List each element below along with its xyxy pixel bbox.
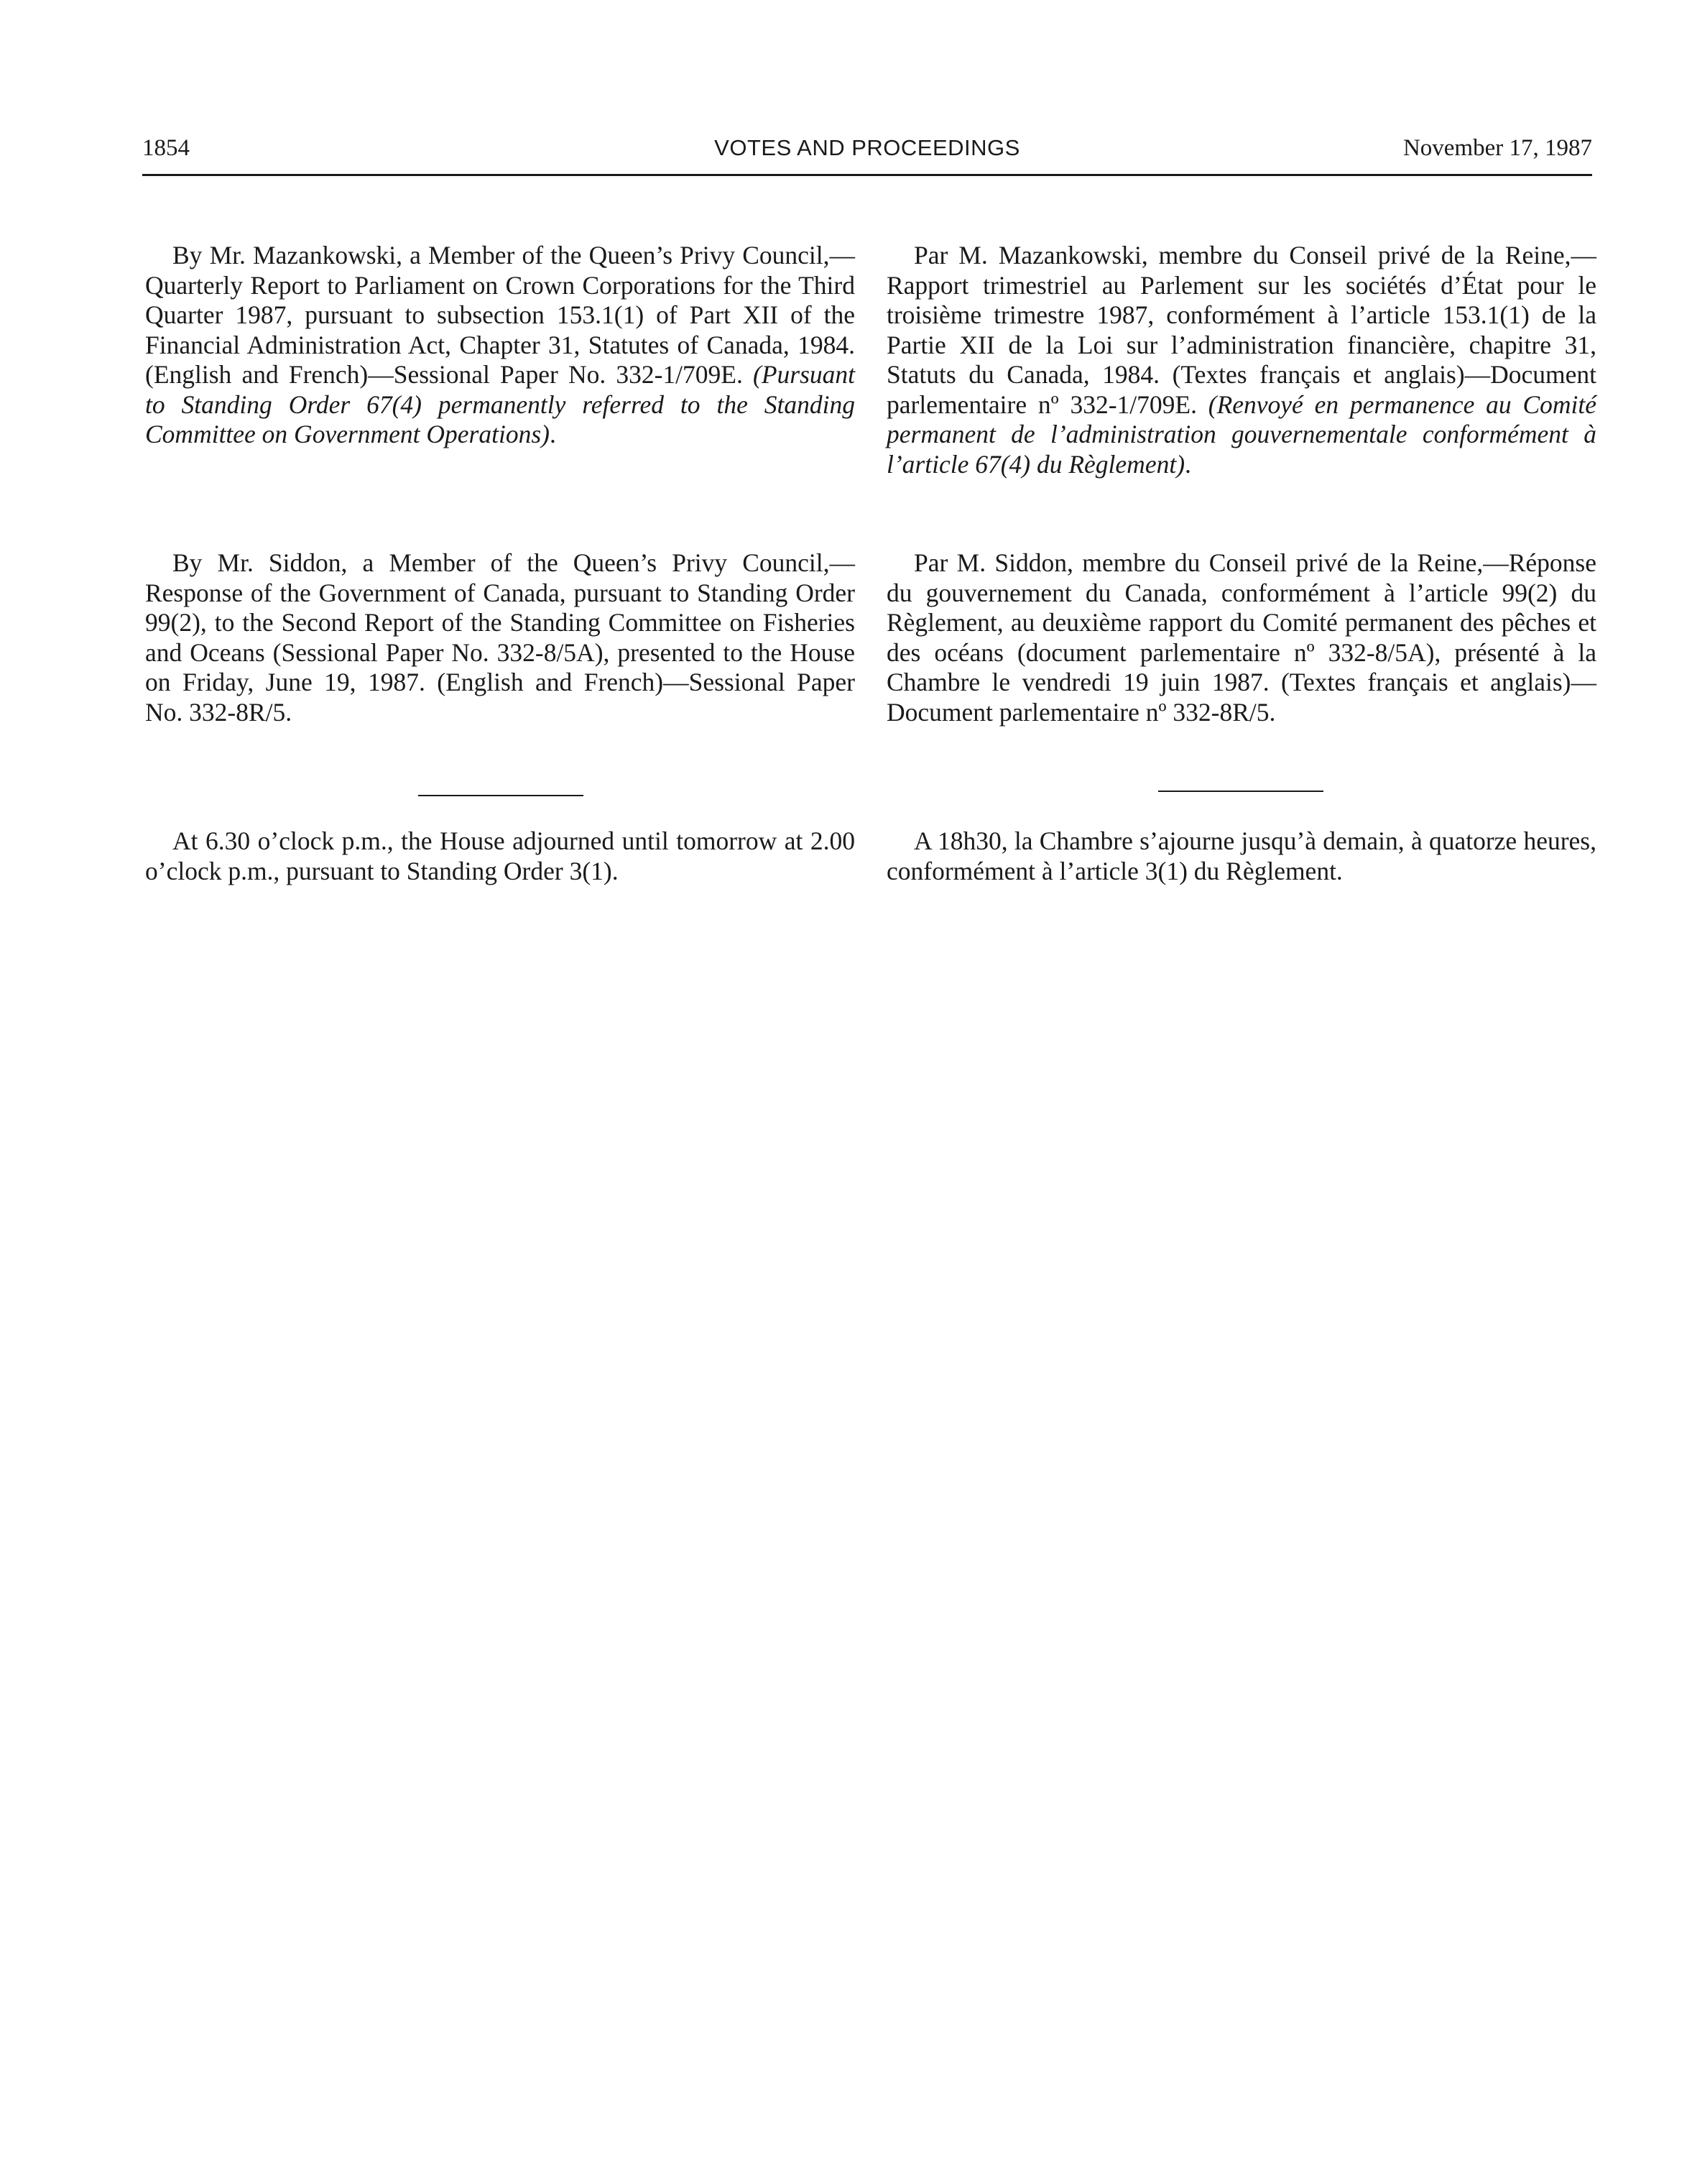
page-header xyxy=(142,135,1592,172)
header-rule xyxy=(142,174,1592,176)
english-paragraph-mazankowski: By Mr. Mazankowski, a Member of the Queen’s Privy Council,—Quarterly Report to Parliament on Crown Corporations for the Third Quarter 1987, pursuant to subsection 153.1(1) of Part XII of the Financial Administration Act, Chapter 31, Statutes of Canada, 1984. (English and French)—Sessional Paper No. 332-1/709E. (Pursuant to Standing Order 67(4) permanently referred to the Standing Committee on Government Operations). xyxy=(145,241,855,448)
english-paragraph-adjournment: At 6.30 o’clock p.m., the House adjourned until tomorrow at 2.00 o’clock p.m., pursuant to Standing Order 3(1). xyxy=(145,826,855,885)
page-date: November 17, 1987 xyxy=(1402,135,1592,161)
section-divider-french xyxy=(1158,791,1323,792)
english-paragraph-text: By Mr. Mazankowski, a Member of the Queen’s Privy Council,—Quarterly Report to Parliament on Crown Corporations for the Third Quarter 1987, pursuant to subsection 153.1(1) of Part XII of the Financial Administration Act, Chapter 31, Statutes of Canada, 1984. (English and French)—Sessional Paper No. 332-1/709E. xyxy=(145,241,855,389)
french-paragraph-text: Par M. Mazankowski, membre du Conseil privé de la Reine,—Rapport trimestriel au Parlement sur les sociétés d’État pour le troisième trimestre 1987, conformément à l’article 153.1(1) de la Partie XII de la Loi sur l’administration financière, chapitre 31, Statuts du Canada, 1984. (Textes français et anglais)—Document parlementaire nº 332-1/709E. xyxy=(887,241,1596,419)
running-title: VOTES AND PROCEEDINGS xyxy=(714,135,1020,160)
french-paragraph-mazankowski: Par M. Mazankowski, membre du Conseil privé de la Reine,—Rapport trimestriel au Parlement sur les sociétés d’État pour le troisième trimestre 1987, conformément à l’article 153.1(1) de la Partie XII de la Loi sur l’administration financière, chapitre 31, Statuts du Canada, 1984. (Textes français et anglais)—Document parlementaire nº 332-1/709E. (Renvoyé en permanence au Comité permanent de l’administration gouvernementale conformément à l’article 67(4) du Règlement). xyxy=(887,241,1596,479)
english-referral-note: (Pursuant to Standing Order 67(4) permanently referred to the Standing Committee on Government Operations) xyxy=(145,360,855,448)
english-paragraph-siddon: By Mr. Siddon, a Member of the Queen’s Privy Council,—Response of the Government of Canada, pursuant to Standing Order 99(2), to the Second Report of the Standing Committee on Fisheries and Oceans (Sessional Paper No. 332-8/5A), presented to the House on Friday, June 19, 1987. (English and French)—Sessional Paper No. 332-8R/5. xyxy=(145,548,855,727)
french-paragraph-siddon: Par M. Siddon, membre du Conseil privé de la Reine,—Réponse du gouvernement du Canada, conformément à l’article 99(2) du Règlement, au deuxième rapport du Comité permanent des pêches et des océans (document parlementaire nº 332-8/5A), présenté à la Chambre le vendredi 19 juin 1987. (Textes français et anglais)—Document parlementaire nº 332-8R/5. xyxy=(887,548,1596,727)
french-paragraph-adjournment: A 18h30, la Chambre s’ajourne jusqu’à demain, à quatorze heures, conformément à l’article 3(1) du Règlement. xyxy=(887,826,1596,885)
page-number: 1854 xyxy=(142,135,190,161)
section-divider-english xyxy=(418,795,583,796)
french-referral-note: (Renvoyé en permanence au Comité permanent de l’administration gouvernementale conformément à l’article 67(4) du Règlement) xyxy=(887,390,1596,479)
